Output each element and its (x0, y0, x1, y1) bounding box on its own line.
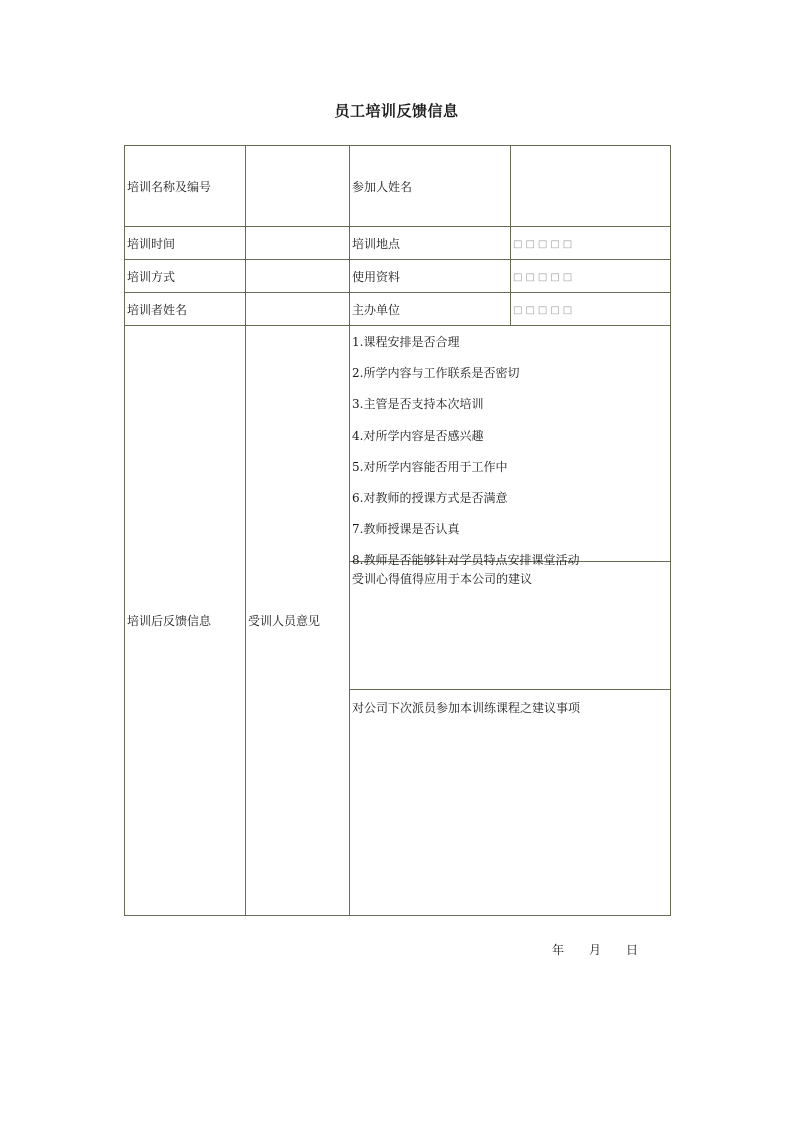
feedback-content-cell (350, 326, 671, 916)
page-title: 员工培训反馈信息 (334, 102, 459, 120)
checkbox-placeholder: □□□□□ (513, 305, 576, 316)
question-item: 6.对教师的授课方式是否满意 (352, 490, 508, 505)
date-day: 日 (626, 943, 639, 957)
organizer-label: 主办单位 (350, 293, 511, 326)
trainee-opinion-label: 受训人员意见 (246, 326, 350, 916)
question-item: 3.主管是否支持本次培训 (352, 397, 484, 412)
feedback-form-table (124, 145, 671, 916)
checkbox-placeholder: □□□□□ (513, 272, 576, 283)
question-item: 7.教师授课是否认真 (352, 522, 460, 537)
training-time-field[interactable] (246, 227, 350, 260)
training-method-label: 培训方式 (125, 260, 246, 293)
table-row (125, 260, 671, 293)
trainer-field[interactable] (246, 293, 350, 326)
question-item: 8.教师是否能够针对学员特点安排课堂活动 (352, 553, 580, 568)
table-row (125, 146, 671, 227)
trainer-label: 培训者姓名 (125, 293, 246, 326)
question-item: 5.对所学内容能否用于工作中 (352, 459, 508, 474)
materials-field[interactable] (511, 260, 671, 293)
organizer-field[interactable] (511, 293, 671, 326)
participant-label: 参加人姓名 (350, 146, 511, 227)
next-course-advice-label: 对公司下次派员参加本训练课程之建议事项 (352, 701, 581, 715)
checkbox-placeholder: □□□□□ (513, 239, 576, 250)
training-place-field[interactable] (511, 227, 671, 260)
next-course-advice-field[interactable] (350, 689, 670, 913)
company-advice-field[interactable] (350, 561, 670, 689)
training-time-label: 培训时间 (125, 227, 246, 260)
date-line (552, 941, 638, 958)
date-month: 月 (589, 943, 602, 957)
date-year: 年 (552, 943, 565, 957)
materials-label: 使用资料 (350, 260, 511, 293)
training-place-label: 培训地点 (350, 227, 511, 260)
training-name-field[interactable] (246, 146, 350, 227)
question-list (350, 326, 670, 568)
training-method-field[interactable] (246, 260, 350, 293)
table-row (125, 293, 671, 326)
feedback-section-label: 培训后反馈信息 (125, 326, 246, 916)
table-row (125, 326, 671, 916)
company-advice-label: 受训心得值得应用于本公司的建议 (352, 572, 533, 586)
table-row (125, 227, 671, 260)
question-item: 2.所学内容与工作联系是否密切 (352, 366, 520, 381)
participant-field[interactable] (511, 146, 671, 227)
question-item: 1.课程安排是否合理 (352, 335, 460, 349)
question-item: 4.对所学内容是否感兴趣 (352, 428, 484, 443)
training-name-label: 培训名称及编号 (125, 146, 246, 227)
